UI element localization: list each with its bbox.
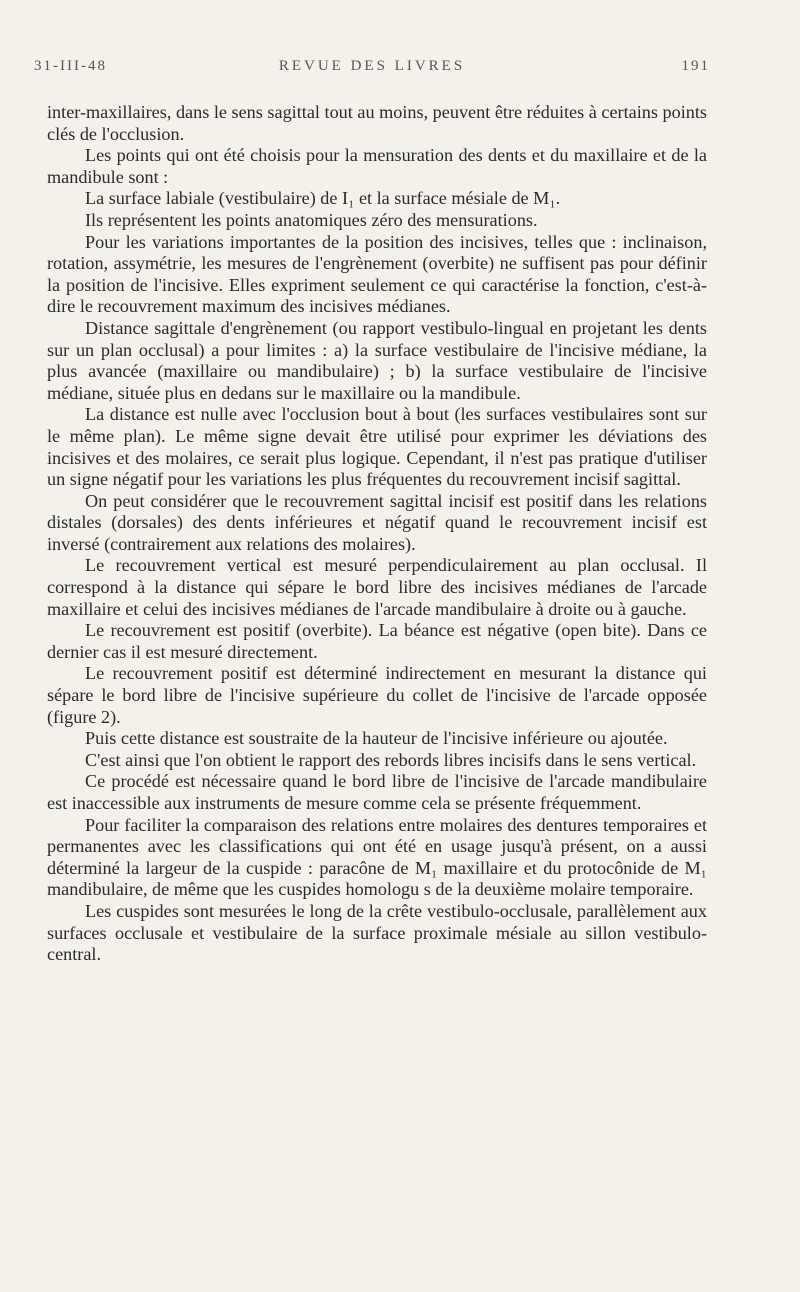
- paragraph: Distance sagittale d'engrènement (ou rapport vestibulo-lingual en projetant les dents sur un plan occlusal) a pour limites : a) la surface vestibulaire de l'incisive médiane, la plus avancée (maxillaire ou mandibulaire) ; b) la surface vestibulaire de l'incisive médiane, située plus en dedans sur le maxillaire ou la mandibule.: [47, 317, 707, 403]
- paragraph: Le recouvrement vertical est mesuré perpendiculairement au plan occlusal. Il correspond à la distance qui sépare le bord libre des incisives médianes de l'arcade maxillaire et celui des incisives médianes de l'arcade mandibulaire à droite ou à gauche.: [47, 555, 707, 619]
- paragraph: Ce procédé est nécessaire quand le bord libre de l'incisive de l'arcade mandibulaire est inaccessible aux instruments de mesure comme cela se présente fréquemment.: [47, 771, 707, 813]
- paragraph: On peut considérer que le recouvrement sagittal incisif est positif dans les relations distales (dorsales) des dents inférieures et négatif quand le recouvrement incisif est inversé (contrairement aux relations des molaires).: [47, 490, 707, 554]
- article-body: [47, 102, 707, 966]
- paragraph: Pour faciliter la comparaison des relations entre molaires des dentures temporaires et permanentes avec les classifications qui ont été en usage jusqu'à présent, on a aussi déterminé la largeur de la cuspide : paracône de M₁ maxillaire et du protocônide de M₁ mandibulaire, de même que les cuspides homologu s de la deuxième molaire temporaire.: [47, 814, 707, 900]
- paragraph: Puis cette distance est soustraite de la hauteur de l'incisive inférieure ou ajoutée.: [85, 728, 668, 749]
- issue-date: 31-III-48: [34, 58, 107, 74]
- paragraph: Le recouvrement positif est déterminé indirectement en mesurant la distance qui sépare le bord libre de l'incisive supérieure du collet de l'incisive de l'arcade opposée (figure 2).: [47, 663, 707, 727]
- page-number: 191: [681, 58, 710, 74]
- paragraph: Ils représentent les points anatomiques zéro des mensurations.: [85, 209, 538, 230]
- paragraph: Les cuspides sont mesurées le long de la crête vestibulo-occlusale, parallèlement aux surfaces occlusale et vestibulaire de la surface proximale mésiale au sillon vestibulo-central.: [47, 900, 707, 965]
- journal-section-title: REVUE DES LIVRES: [278, 58, 466, 74]
- paragraph: Pour les variations importantes de la position des incisives, telles que : inclinaison, rotation, assymétrie, les mesures de l'engrènement (overbite) ne suffisent pas pour définir la position de l'incisive. Elles expriment seulement ce qui caractérise la fonction, c'est-à-dire le recouvrement maximum des incisives médianes.: [47, 231, 707, 317]
- paragraph: La distance est nulle avec l'occlusion bout à bout (les surfaces vestibulaires sont sur le même plan). Le même signe devait être utilisé pour exprimer les déviations des incisives et des molaires, ce serait plus logique. Cependant, il n'est pas pratique d'utiliser un signe négatif pour les variations les plus fréquentes du recouvrement incisif sagittal.: [47, 404, 707, 490]
- paragraph: Les points qui ont été choisis pour la mensuration des dents et du maxillaire et de la mandibule sont :: [47, 145, 707, 187]
- paragraph: inter-maxillaires, dans le sens sagittal tout au moins, peuvent être réduites à certains points clés de l'occlusion.: [47, 102, 707, 144]
- paragraph: Le recouvrement est positif (overbite). La béance est négative (open bite). Dans ce dernier cas il est mesuré directement.: [47, 620, 707, 662]
- paragraph: C'est ainsi que l'on obtient le rapport des rebords libres incisifs dans le sens vertical.: [85, 749, 697, 770]
- paragraph: La surface labiale (vestibulaire) de I₁ et la surface mésiale de M₁.: [85, 188, 561, 209]
